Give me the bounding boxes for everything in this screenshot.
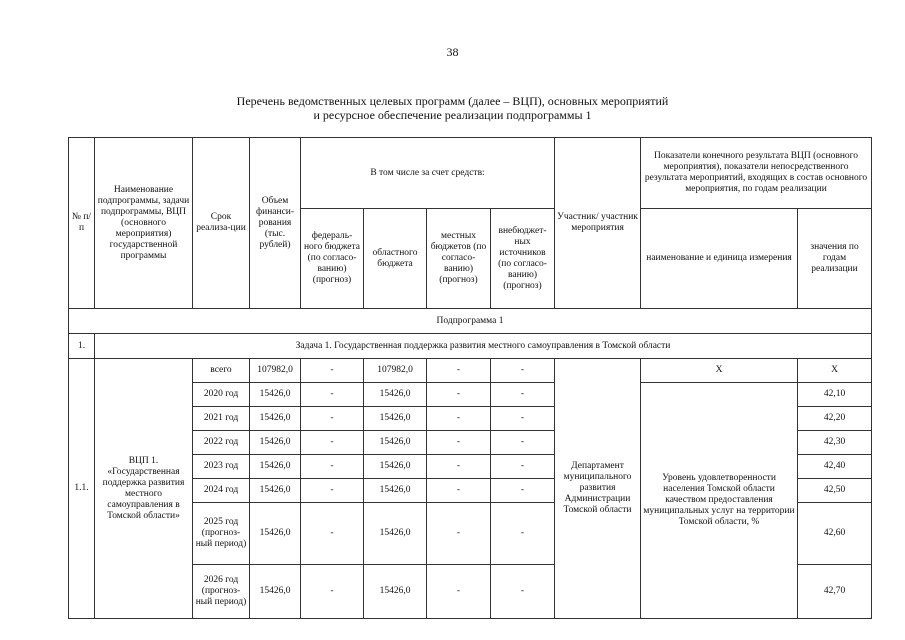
- value-cell: 42,10: [798, 383, 872, 407]
- extra-cell: -: [491, 431, 555, 455]
- federal-cell: -: [301, 455, 364, 479]
- header-federal: федераль-ного бюджета (по согласо-ванию) (прогноз): [301, 209, 364, 309]
- period-cell: всего: [193, 359, 250, 383]
- header-regional: областного бюджета: [364, 209, 427, 309]
- extra-cell: -: [491, 565, 555, 619]
- extra-cell: -: [491, 479, 555, 503]
- period-cell: 2022 год: [193, 431, 250, 455]
- value-cell: 42,70: [798, 565, 872, 619]
- page-number: 38: [446, 45, 459, 59]
- page-title: [0, 94, 905, 122]
- header-indicator-values: значения по годам реализации: [798, 209, 872, 309]
- header-volume: Объем финанси-рования (тыс. рублей): [250, 138, 301, 309]
- federal-cell: -: [301, 359, 364, 383]
- participant-cell: Департамент муниципального развития Администрации Томской области: [555, 359, 641, 619]
- title-line-1: Перечень ведомственных целевых программ (далее – ВЦП), основных мероприятий: [236, 94, 669, 108]
- regional-cell: 15426,0: [364, 383, 427, 407]
- header-indicators: [641, 138, 872, 209]
- indicator-total-cell: Х: [641, 359, 798, 383]
- header-participant: Участник/ участник мероприятия: [555, 138, 641, 309]
- regional-cell: 15426,0: [364, 431, 427, 455]
- programs-table: [68, 137, 872, 619]
- header-local: местных бюджетов (по согласо-ванию) (прогноз): [427, 209, 491, 309]
- local-cell: -: [427, 407, 491, 431]
- federal-cell: -: [301, 503, 364, 565]
- title-line-2: и ресурсное обеспечение реализации подпрограммы 1: [313, 108, 592, 122]
- local-cell: -: [427, 479, 491, 503]
- period-cell: 2023 год: [193, 455, 250, 479]
- period-cell: 2021 год: [193, 407, 250, 431]
- volume-cell: 15426,0: [250, 455, 301, 479]
- regional-cell: 15426,0: [364, 503, 427, 565]
- value-cell: Х: [798, 359, 872, 383]
- header-indicator-name: наименование и единица измерения: [641, 209, 798, 309]
- federal-cell: -: [301, 431, 364, 455]
- extra-cell: -: [491, 455, 555, 479]
- header-indicators-text: Показатели конечного результата ВЦП (основного мероприятия), показатели непосредственного результата мероприятий, входящих в состав основного мероприятия, по годам реализации: [644, 151, 868, 194]
- task-title: Задача 1. Государственная поддержка развития местного самоуправления в Томской области: [95, 334, 872, 359]
- volume-cell: 107982,0: [250, 359, 301, 383]
- header-extra: внебюджет-ных источников (по согласо-ванию) (прогноз): [491, 209, 555, 309]
- federal-cell: -: [301, 407, 364, 431]
- value-cell: 42,60: [798, 503, 872, 565]
- local-cell: -: [427, 359, 491, 383]
- task-number: 1.: [69, 334, 95, 359]
- volume-cell: 15426,0: [250, 383, 301, 407]
- header-num: № п/п: [69, 138, 95, 309]
- local-cell: -: [427, 383, 491, 407]
- federal-cell: -: [301, 479, 364, 503]
- value-cell: 42,40: [798, 455, 872, 479]
- regional-cell: 15426,0: [364, 407, 427, 431]
- value-cell: 42,30: [798, 431, 872, 455]
- regional-cell: 15426,0: [364, 455, 427, 479]
- extra-cell: -: [491, 383, 555, 407]
- period-cell: 2026 год (прогноз-ный период): [193, 565, 250, 619]
- header-including: В том числе за счет средств:: [301, 138, 555, 209]
- local-cell: -: [427, 565, 491, 619]
- extra-cell: -: [491, 407, 555, 431]
- item-number: 1.1.: [69, 359, 95, 619]
- local-cell: -: [427, 431, 491, 455]
- volume-cell: 15426,0: [250, 479, 301, 503]
- header-term: Срок реализа-ции: [193, 138, 250, 309]
- period-cell: 2024 год: [193, 479, 250, 503]
- header-name: Наименование подпрограммы, задачи подпрограммы, ВЦП (основного мероприятия) государственной программы: [95, 138, 193, 309]
- extra-cell: -: [491, 359, 555, 383]
- federal-cell: -: [301, 383, 364, 407]
- volume-cell: 15426,0: [250, 503, 301, 565]
- period-cell: 2025 год (прогноз-ный период): [193, 503, 250, 565]
- regional-cell: 15426,0: [364, 565, 427, 619]
- federal-cell: -: [301, 565, 364, 619]
- volume-cell: 15426,0: [250, 431, 301, 455]
- local-cell: -: [427, 455, 491, 479]
- volume-cell: 15426,0: [250, 407, 301, 431]
- regional-cell: 15426,0: [364, 479, 427, 503]
- regional-cell: 107982,0: [364, 359, 427, 383]
- indicator-name-cell: Уровень удовлетворенности населения Томской области качеством предоставления муниципальных услуг на территории Томской области, %: [641, 383, 798, 619]
- value-cell: 42,20: [798, 407, 872, 431]
- item-name: ВЦП 1. «Государственная поддержка развития местного самоуправления в Томской области»: [95, 359, 193, 619]
- period-cell: 2020 год: [193, 383, 250, 407]
- value-cell: 42,50: [798, 479, 872, 503]
- extra-cell: -: [491, 503, 555, 565]
- volume-cell: 15426,0: [250, 565, 301, 619]
- subprogram-row: Подпрограмма 1: [69, 309, 872, 334]
- local-cell: -: [427, 503, 491, 565]
